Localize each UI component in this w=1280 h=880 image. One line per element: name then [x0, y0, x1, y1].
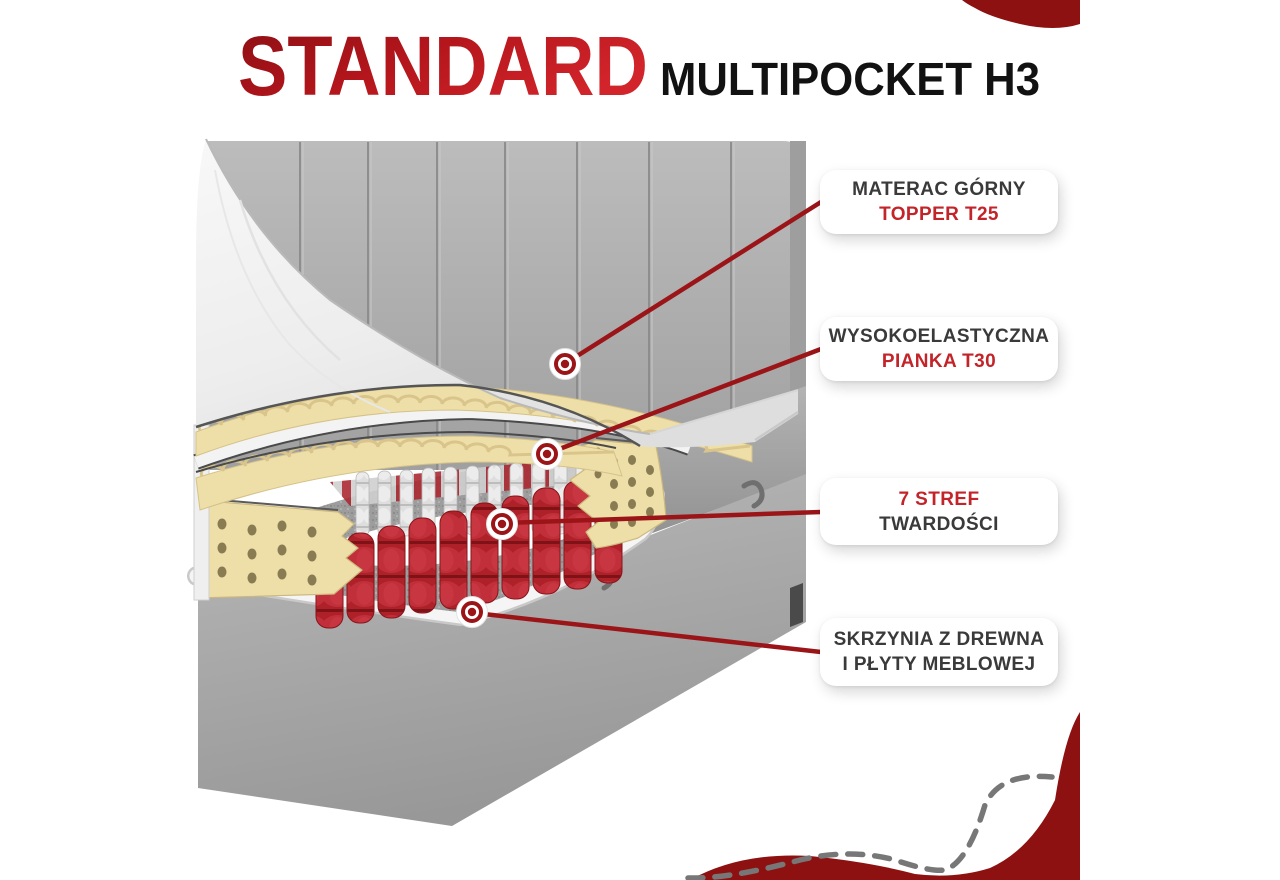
page-subtitle: MULTIPOCKET H3	[660, 53, 1040, 105]
connector-line-pianka	[549, 349, 821, 453]
header	[0, 0, 1280, 120]
callout-label: MATERAC GÓRNY	[852, 179, 1026, 200]
target-markers	[457, 349, 581, 628]
callout-value: 7 STREF	[898, 488, 980, 510]
callout-label: SKRZYNIA Z DREWNA	[833, 629, 1045, 650]
page-title: STANDARD	[238, 19, 648, 113]
callout-label: I PŁYTY MEBLOWEJ	[842, 654, 1036, 675]
connector-line-strefy	[505, 512, 821, 523]
target-marker-icon	[487, 509, 518, 540]
callout-value: PIANKA T30	[881, 351, 997, 372]
callout-box-skrzynia	[820, 618, 1058, 686]
target-marker-icon	[532, 439, 563, 470]
target-marker-icon	[550, 349, 581, 380]
callout-label: TWARDOŚCI	[879, 513, 999, 535]
callout-box-topper	[820, 170, 1058, 234]
callout-box-strefy	[820, 478, 1058, 545]
callout-box-pianka	[820, 317, 1058, 381]
callout-value: TOPPER T25	[879, 204, 999, 225]
connector-line-topper	[566, 202, 821, 363]
callout-label: WYSOKOELASTYCZNA	[828, 326, 1050, 347]
red-blob-bottom	[690, 712, 1080, 880]
connector-line-skrzynia	[475, 613, 821, 652]
connector-lines	[475, 202, 821, 652]
target-marker-icon	[457, 597, 488, 628]
